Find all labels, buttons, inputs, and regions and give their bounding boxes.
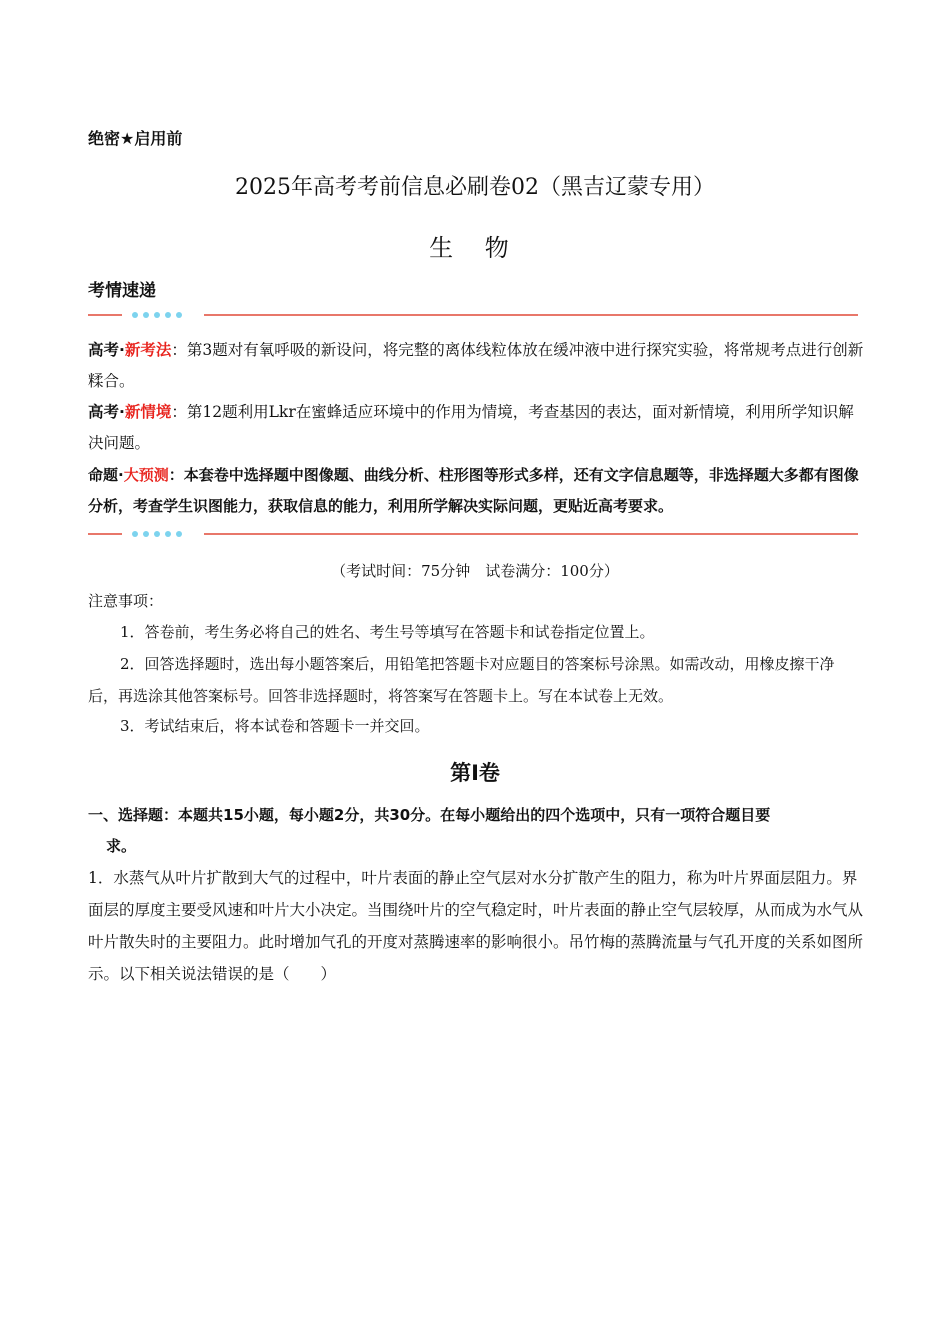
section-instructions — [88, 800, 864, 862]
kaoqing-highlight: 新考法 — [124, 341, 172, 359]
divider-top — [88, 311, 858, 319]
kaoqing-text: ：第12题利用Lkr在蜜蜂适应环境中的作用为情境，考查基因的表达，面对新情境，利用所学知识解决问题。 — [88, 403, 854, 452]
kaoqing-text: ：本套卷中选择题中图像题、曲线分析、柱形图等形式多样，还有文字信息题等，非选择题大多都有图像分析，考查学生识图能力，获取信息的能力，利用所学解决实际问题，更贴近高考要求。 — [88, 466, 859, 515]
kaoqing-heading: 考情速递 — [88, 281, 156, 301]
kaoqing-prefix: 命题· — [88, 466, 124, 484]
kaoqing-prefix: 高考· — [88, 403, 125, 421]
page-title: 2025年高考考前信息必刷卷02（黑吉辽蒙专用） — [235, 175, 715, 200]
secret-label: 绝密★启用前 — [88, 129, 183, 148]
notice-item-3: 3．考试结束后，将本试卷和答题卡一并交回。 — [120, 717, 430, 735]
kaoqing-item-new-context — [88, 397, 864, 459]
kaoqing-prefix: 高考· — [88, 341, 125, 359]
notice-item-2: 2．回答选择题时，选出每小题答案后，用铅笔把答题卡对应题目的答案标号涂黑。如需改动，用橡皮擦干净后，再选涂其他答案标号。回答非选择题时，将答案写在答题卡上。写在本试卷上无效。 — [88, 655, 835, 705]
divider-bottom — [88, 530, 858, 538]
kaoqing-text: ：第3题对有氧呼吸的新设问，将完整的离体线粒体放在缓冲液中进行探究实验，将常规考点进行创新糅合。 — [88, 341, 864, 390]
kaoqing-highlight: 新情境 — [124, 403, 172, 421]
kaoqing-item-prediction — [88, 460, 864, 522]
volume-title: 第Ⅰ卷 — [450, 761, 500, 785]
notice-item-1: 1．答卷前，考生务必将自己的姓名、考生号等填写在答题卡和试卷指定位置上。 — [120, 623, 655, 641]
section-line-1: 一、选择题：本题共15小题，每小题2分，共30分。在每小题给出的四个选项中，只有一项符合题目要 — [88, 806, 771, 824]
question-1: 1．水蒸气从叶片扩散到大气的过程中，叶片表面的静止空气层对水分扩散产生的阻力，称为叶片界面层阻力。界面层的厚度主要受风速和叶片大小决定。当围绕叶片的空气稳定时，叶片表面的静止空气层较厚，从而成为水气从叶片散失时的主要阻力。此时增加气孔的开度对蒸腾速率的影响很小。吊竹梅的蒸腾流量与气孔开度的关系如图所示。以下相关说法错误的是（ ） — [88, 869, 864, 983]
notice-title: 注意事项： — [88, 592, 164, 610]
subject-title: 生 物 — [429, 234, 521, 262]
kaoqing-highlight: 大预测 — [123, 466, 169, 484]
exam-info: （考试时间：75分钟 试卷满分：100分） — [331, 562, 619, 580]
section-line-2: 求。 — [106, 837, 137, 855]
kaoqing-item-new-method — [88, 335, 864, 397]
